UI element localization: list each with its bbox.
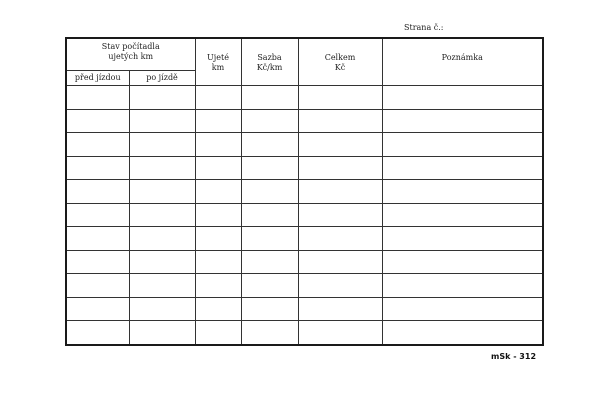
rate-cell[interactable]	[241, 250, 298, 274]
rate-cell[interactable]	[241, 274, 298, 298]
distance-cell[interactable]	[195, 321, 241, 345]
total-cell[interactable]	[298, 133, 382, 157]
table-row	[66, 250, 543, 274]
rate-cell[interactable]	[241, 227, 298, 251]
note-cell[interactable]	[382, 133, 543, 157]
odometer-header-line-1: Stav počítadla	[101, 42, 160, 51]
after-trip-cell[interactable]	[129, 250, 195, 274]
total-cell[interactable]	[298, 227, 382, 251]
distance-cell[interactable]	[195, 274, 241, 298]
rate-cell[interactable]	[241, 321, 298, 345]
table-row	[66, 133, 543, 157]
after-trip-cell[interactable]	[129, 297, 195, 321]
distance-cell[interactable]	[195, 297, 241, 321]
before-trip-cell[interactable]	[66, 274, 129, 298]
table-row	[66, 227, 543, 251]
note-cell[interactable]	[382, 203, 543, 227]
total-header-line-1: Celkem	[324, 53, 356, 62]
after-trip-header: po jízdě	[129, 71, 195, 86]
table-row	[66, 109, 543, 133]
before-trip-cell[interactable]	[66, 203, 129, 227]
distance-header-line-1: Ujeté	[207, 53, 229, 62]
after-trip-cell[interactable]	[129, 109, 195, 133]
total-cell[interactable]	[298, 321, 382, 345]
rate-cell[interactable]	[241, 203, 298, 227]
rate-header-line-2: Kč/km	[256, 63, 283, 72]
note-header: Poznámka	[382, 38, 543, 86]
note-cell[interactable]	[382, 227, 543, 251]
after-trip-cell[interactable]	[129, 321, 195, 345]
note-cell[interactable]	[382, 321, 543, 345]
after-trip-cell[interactable]	[129, 86, 195, 110]
note-cell[interactable]	[382, 250, 543, 274]
total-cell[interactable]	[298, 250, 382, 274]
rate-cell[interactable]	[241, 156, 298, 180]
note-cell[interactable]	[382, 109, 543, 133]
total-cell[interactable]	[298, 203, 382, 227]
after-trip-cell[interactable]	[129, 227, 195, 251]
before-trip-cell[interactable]	[66, 227, 129, 251]
note-cell[interactable]	[382, 86, 543, 110]
distance-cell[interactable]	[195, 203, 241, 227]
rate-cell[interactable]	[241, 180, 298, 204]
before-trip-cell[interactable]	[66, 250, 129, 274]
rate-cell[interactable]	[241, 297, 298, 321]
distance-cell[interactable]	[195, 250, 241, 274]
table-row	[66, 203, 543, 227]
total-cell[interactable]	[298, 180, 382, 204]
total-cell[interactable]	[298, 86, 382, 110]
before-trip-cell[interactable]	[66, 133, 129, 157]
after-trip-cell[interactable]	[129, 133, 195, 157]
total-cell[interactable]	[298, 109, 382, 133]
table-row	[66, 274, 543, 298]
total-header-line-2: Kč	[334, 63, 346, 72]
distance-cell[interactable]	[195, 227, 241, 251]
before-trip-cell[interactable]	[66, 156, 129, 180]
note-cell[interactable]	[382, 180, 543, 204]
total-cell[interactable]	[298, 274, 382, 298]
distance-cell[interactable]	[195, 109, 241, 133]
distance-cell[interactable]	[195, 86, 241, 110]
before-trip-cell[interactable]	[66, 86, 129, 110]
distance-km-header	[195, 38, 241, 86]
before-trip-header: před jízdou	[66, 71, 129, 86]
note-cell[interactable]	[382, 274, 543, 298]
rate-cell[interactable]	[241, 133, 298, 157]
note-cell[interactable]	[382, 297, 543, 321]
form-code: mSk - 312	[491, 352, 537, 361]
before-trip-cell[interactable]	[66, 109, 129, 133]
total-cell[interactable]	[298, 297, 382, 321]
table-header	[66, 38, 543, 86]
rate-header	[241, 38, 298, 86]
total-cell[interactable]	[298, 156, 382, 180]
table-row	[66, 86, 543, 110]
odometer-group-header	[66, 38, 195, 71]
table-row	[66, 297, 543, 321]
after-trip-cell[interactable]	[129, 274, 195, 298]
table-row	[66, 156, 543, 180]
before-trip-cell[interactable]	[66, 180, 129, 204]
note-cell[interactable]	[382, 156, 543, 180]
distance-header-line-2: km	[211, 63, 225, 72]
odometer-header-line-2: ujetých km	[108, 52, 154, 61]
distance-cell[interactable]	[195, 133, 241, 157]
rate-cell[interactable]	[241, 86, 298, 110]
distance-cell[interactable]	[195, 156, 241, 180]
table-body	[66, 86, 543, 346]
after-trip-cell[interactable]	[129, 180, 195, 204]
after-trip-cell[interactable]	[129, 156, 195, 180]
table-row	[66, 180, 543, 204]
before-trip-cell[interactable]	[66, 297, 129, 321]
table-row	[66, 321, 543, 345]
before-trip-cell[interactable]	[66, 321, 129, 345]
total-header	[298, 38, 382, 86]
rate-header-line-1: Sazba	[257, 53, 282, 62]
page-number-label: Strana č.:	[404, 23, 444, 32]
distance-cell[interactable]	[195, 180, 241, 204]
logbook-table	[65, 37, 544, 346]
after-trip-cell[interactable]	[129, 203, 195, 227]
rate-cell[interactable]	[241, 109, 298, 133]
